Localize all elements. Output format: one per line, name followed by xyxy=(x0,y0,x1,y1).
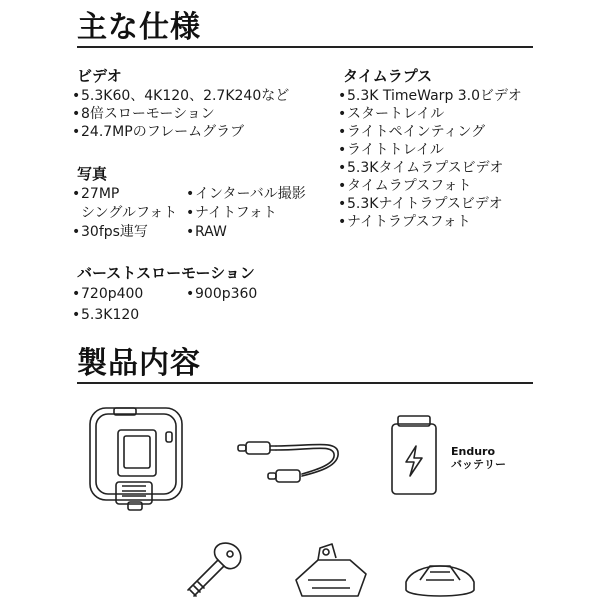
thumbscrew-icon xyxy=(168,540,248,600)
photo-item: シングルフォト xyxy=(81,205,178,221)
timelapse-item: •ライトペインティング xyxy=(338,124,486,140)
burst-item: •900p360 xyxy=(186,286,258,302)
video-item: •24.7MPのフレームグラブ xyxy=(72,124,245,140)
timelapse-item: •スタートレイル xyxy=(338,106,445,122)
timelapse-heading: タイムラプス xyxy=(343,67,433,85)
burst-item: •5.3K120 xyxy=(72,307,140,323)
video-item: •5.3K60、4K120、2.7K240など xyxy=(72,88,290,104)
contents-divider xyxy=(77,382,533,384)
timelapse-item: •5.3K TimeWarp 3.0ビデオ xyxy=(338,88,522,104)
photo-heading: 写真 xyxy=(77,165,108,183)
adhesive-mount-icon xyxy=(400,542,480,600)
specs-title: 主な仕様 xyxy=(77,10,201,45)
timelapse-item: •ナイトラプスフォト xyxy=(338,214,471,230)
photo-item: •インターバル撮影 xyxy=(186,186,306,202)
photo-item: •ナイトフォト xyxy=(186,205,277,221)
timelapse-item: •ライトトレイル xyxy=(338,142,444,158)
photo-item: •27MP xyxy=(72,186,120,202)
camera-icon xyxy=(82,402,194,514)
usb-c-cable-icon xyxy=(232,414,360,498)
timelapse-item: •5.3Kタイムラプスビデオ xyxy=(338,160,504,176)
video-item: •8倍スローモーション xyxy=(72,106,215,122)
mounting-buckle-icon xyxy=(288,540,374,600)
burst-heading: バーストスローモーション xyxy=(77,264,255,282)
video-heading: ビデオ xyxy=(77,67,122,85)
battery-label: Enduro バッテリー xyxy=(451,445,506,471)
photo-item: •30fps連写 xyxy=(72,224,148,240)
photo-item: •RAW xyxy=(186,224,227,240)
battery-icon xyxy=(388,412,440,498)
timelapse-item: •タイムラプスフォト xyxy=(338,178,472,194)
burst-item: •720p400 xyxy=(72,286,144,302)
specs-divider xyxy=(77,46,533,48)
contents-title: 製品内容 xyxy=(77,346,201,381)
timelapse-item: •5.3Kナイトラプスビデオ xyxy=(338,196,503,212)
